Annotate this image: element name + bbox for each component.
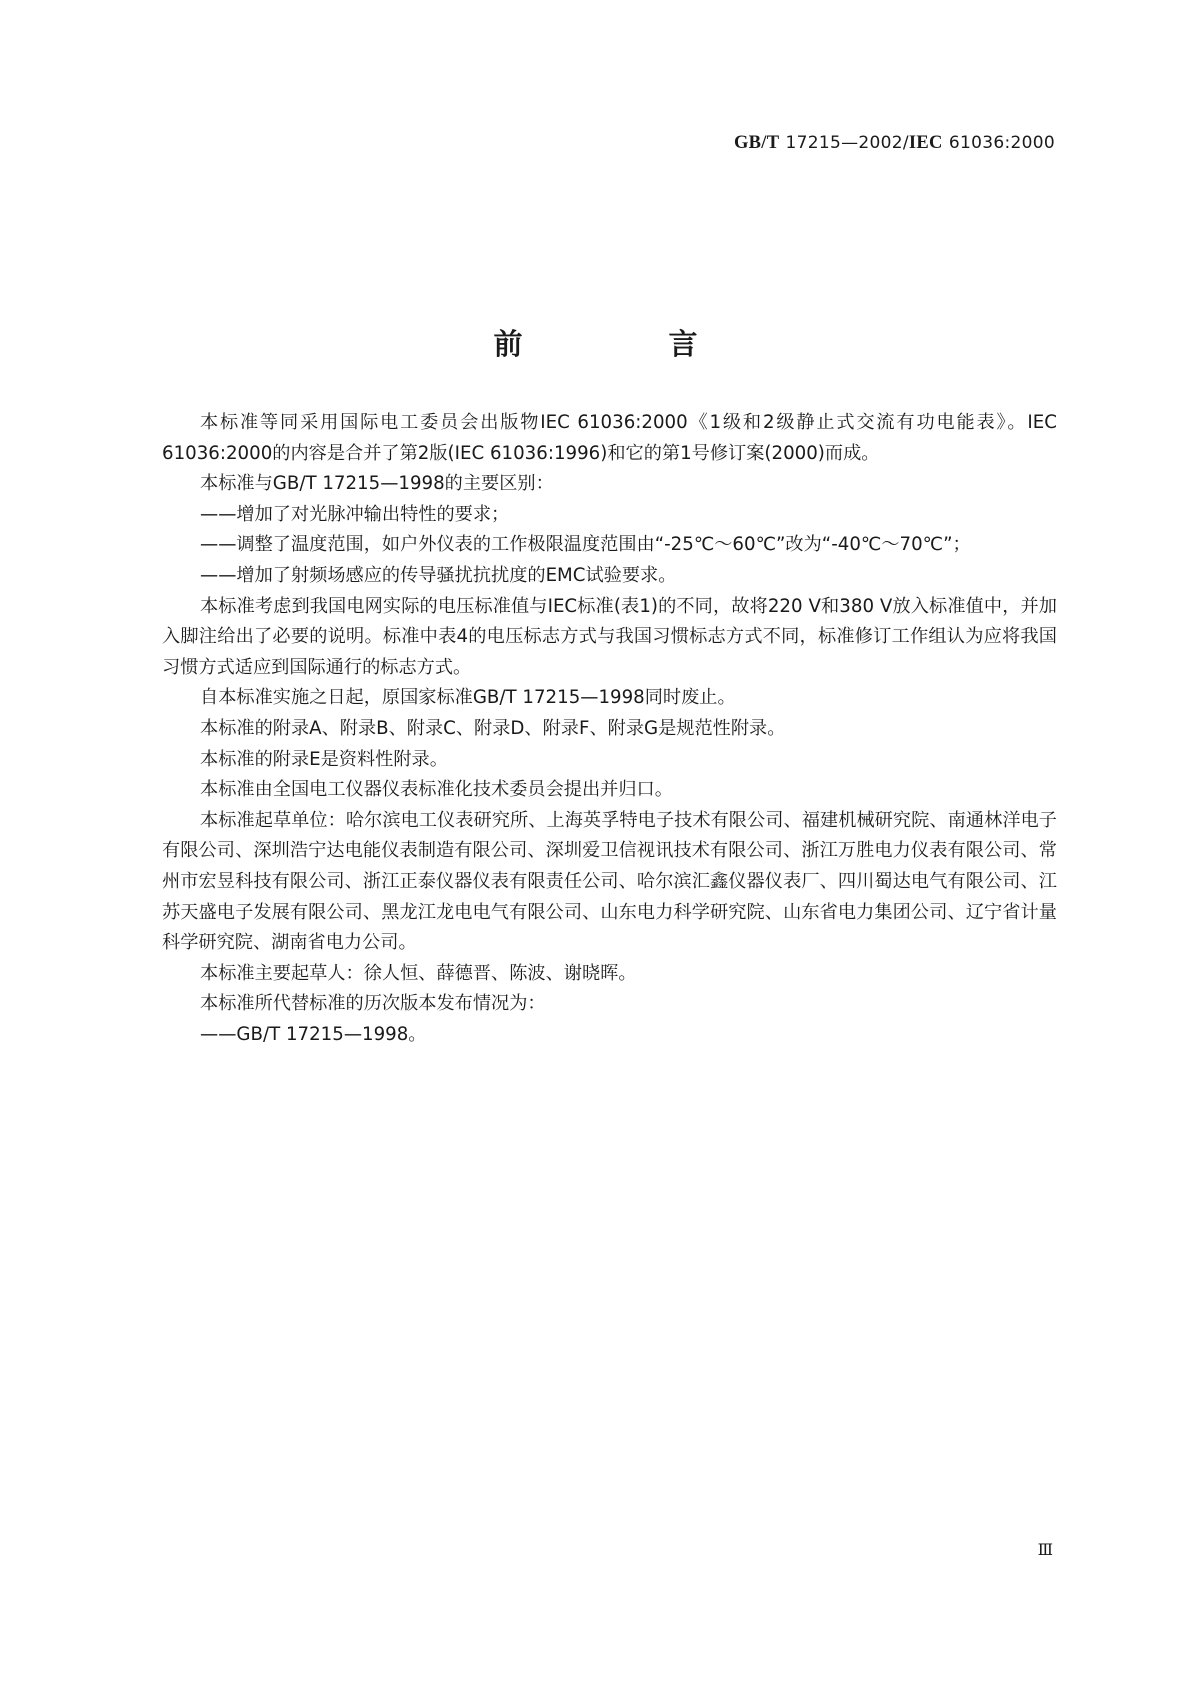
list-item-temperature-range: ——调整了温度范围，如户外仪表的工作极限温度范围由“-25℃～60℃”改为“-40℃～70℃”； [200, 534, 971, 556]
list-item-previous-edition: ——GB/T 17215—1998。 [200, 1023, 427, 1045]
paragraph-history-intro: 本标准所代替标准的历次版本发布情况为： [200, 993, 546, 1015]
standard-code-header [734, 132, 1055, 154]
paragraph-informative-annex: 本标准的附录E是资料性附录。 [200, 748, 448, 770]
list-item-optical-pulse: ——增加了对光脉冲输出特性的要求； [200, 503, 510, 525]
standard-code-number: 17215—2002/ [785, 133, 909, 153]
iec-code-number: 61036:2000 [948, 133, 1055, 153]
standard-code-prefix: GB/T [733, 133, 780, 153]
paragraph-drafters: 本标准主要起草人：徐人恒、薛德晋、陈波、谢晓晖。 [200, 962, 637, 984]
paragraph-differences-intro: 本标准与GB/T 17215—1998的主要区别： [200, 473, 554, 495]
iec-code-prefix: IEC [908, 133, 943, 153]
paragraph-adoption: 本标准等同采用国际电工委员会出版物IEC 61036:2000《1级和2级静止式交流有功电能表》。IEC 61036:2000的内容是合并了第2版(IEC 61036:1996)和它的第1号修订案(2000)而成。 [162, 412, 1057, 464]
paragraph-voltage-standard: 本标准考虑到我国电网实际的电压标准值与IEC标准(表1)的不同，故将220 V和380 V放入标准值中，并加入脚注给出了必要的说明。标准中表4的电压标志方式与我国习惯标志方式不同，标准修订工作组认为应将我国习惯方式适应到国际通行的标志方式。 [162, 595, 1057, 678]
list-item-emc-test: ——增加了射频场感应的传导骚扰抗扰度的EMC试验要求。 [200, 564, 677, 586]
preface-body [162, 408, 1057, 1050]
paragraph-normative-annexes: 本标准的附录A、附录B、附录C、附录D、附录F、附录G是规范性附录。 [200, 717, 786, 739]
page-number: Ⅲ [1037, 1540, 1053, 1559]
paragraph-supersedes: 自本标准实施之日起，原国家标准GB/T 17215—1998同时废止。 [200, 687, 736, 709]
page-title: 前 言 [493, 327, 766, 361]
paragraph-proposer: 本标准由全国电工仪器仪表标准化技术委员会提出并归口。 [200, 779, 673, 801]
paragraph-drafting-units: 本标准起草单位：哈尔滨电工仪表研究所、上海英孚特电子技术有限公司、福建机械研究院、南通林洋电子有限公司、深圳浩宁达电能仪表制造有限公司、深圳爱卫信视讯技术有限公司、浙江万胜电力仪表有限公司、常州市宏昱科技有限公司、浙江正泰仪器仪表有限责任公司、哈尔滨汇鑫仪器仪表厂、四川蜀达电气有限公司、江苏天盛电子发展有限公司、黑龙江龙电电气有限公司、山东电力科学研究院、山东省电力集团公司、辽宁省计量科学研究院、湖南省电力公司。 [162, 809, 1057, 954]
